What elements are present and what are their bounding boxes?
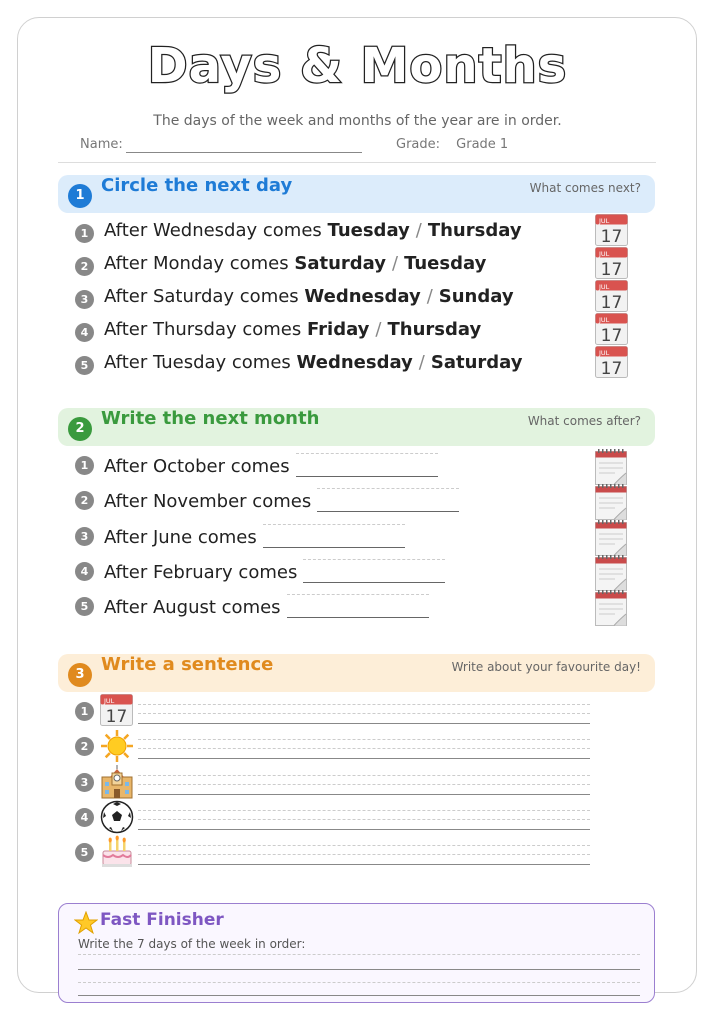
calendar-month-text: JUL: [599, 349, 610, 357]
question-number: 3: [75, 773, 94, 792]
question-prefix: After June comes: [104, 527, 257, 548]
answer-blank[interactable]: [317, 488, 459, 512]
calendar-icon: [595, 280, 628, 312]
question-number: 3: [75, 290, 94, 309]
tear-off-calendar-icon: [595, 555, 627, 591]
calendar-icon: [595, 214, 628, 246]
answer-blank[interactable]: [303, 559, 445, 583]
answer-option[interactable]: Saturday: [294, 253, 386, 274]
answer-option[interactable]: Thursday: [427, 220, 522, 241]
name-label: Name:: [80, 137, 123, 152]
question-number: 1: [75, 702, 94, 721]
calendar-day-text: 17: [600, 227, 623, 246]
calendar-day-text: 17: [600, 359, 623, 378]
soccer-ball-icon: [100, 800, 134, 834]
answer-option[interactable]: Friday: [307, 319, 370, 340]
calendar-month-text: JUL: [104, 697, 115, 705]
calendar-icon: [100, 694, 134, 728]
answer-blank[interactable]: [296, 453, 438, 477]
question-number: 3: [75, 527, 94, 546]
calendar-day-text: 17: [105, 707, 128, 726]
calendar-month-text: JUL: [599, 316, 610, 324]
option-separator: /: [375, 319, 382, 340]
question-prefix: After Saturday comes: [104, 286, 299, 307]
fast-finisher-title: Fast Finisher: [100, 910, 224, 930]
option-separator: /: [426, 286, 433, 307]
answer-blank[interactable]: [287, 594, 429, 618]
calendar-month-text: JUL: [599, 250, 610, 258]
tear-off-calendar-icon: [595, 590, 627, 626]
calendar-icon: [595, 247, 628, 279]
question-number: 2: [75, 737, 94, 756]
calendar-icon: [595, 346, 628, 378]
question-text: [104, 594, 429, 618]
star-icon: [74, 911, 98, 935]
birthday-cake-icon: [100, 835, 134, 869]
answer-option[interactable]: Wednesday: [296, 352, 413, 373]
writing-line[interactable]: [138, 700, 590, 724]
grade-value: Grade 1: [456, 137, 509, 152]
section-hint: What comes after?: [527, 414, 641, 428]
question-prefix: After Wednesday comes: [104, 220, 322, 241]
question-text: [104, 352, 523, 373]
answer-option[interactable]: Tuesday: [404, 253, 487, 274]
section-number-badge: 3: [68, 663, 92, 687]
answer-option[interactable]: Thursday: [387, 319, 482, 340]
question-text: [104, 253, 486, 274]
section-number-badge: 1: [68, 184, 92, 208]
question-text: [104, 220, 522, 241]
name-field[interactable]: [126, 152, 362, 153]
page-subtitle: The days of the week and months of the year are in order.: [153, 113, 562, 129]
sun-icon: [100, 729, 134, 763]
option-separator: /: [418, 352, 425, 373]
calendar-day-text: 17: [600, 326, 623, 345]
writing-line[interactable]: [138, 735, 590, 759]
calendar-month-text: JUL: [599, 283, 610, 291]
question-number: 5: [75, 356, 94, 375]
question-text: [104, 488, 459, 512]
grade-info: [396, 137, 508, 152]
fast-finisher-box: [58, 903, 655, 1003]
page-title: Days & Months: [147, 38, 568, 94]
question-text: [104, 319, 481, 340]
writing-line[interactable]: [78, 982, 640, 996]
question-text: [104, 286, 514, 307]
question-prefix: After February comes: [104, 562, 298, 583]
section-hint: What comes next?: [529, 181, 641, 195]
option-separator: /: [415, 220, 422, 241]
answer-blank[interactable]: [263, 524, 405, 548]
answer-option[interactable]: Tuesday: [327, 220, 410, 241]
tear-off-calendar-icon: [595, 484, 627, 520]
section-title: Circle the next day: [101, 175, 293, 196]
section-title: Write a sentence: [101, 654, 274, 675]
writing-line[interactable]: [138, 841, 590, 865]
school-icon: [100, 765, 134, 799]
section-title: Write the next month: [101, 408, 320, 429]
answer-option[interactable]: Saturday: [430, 352, 523, 373]
calendar-day-text: 17: [600, 293, 623, 312]
answer-option[interactable]: Wednesday: [304, 286, 421, 307]
writing-line[interactable]: [78, 954, 640, 970]
question-number: 4: [75, 323, 94, 342]
question-number: 5: [75, 843, 94, 862]
option-separator: /: [391, 253, 399, 274]
question-number: 1: [75, 456, 94, 475]
tear-off-calendar-icon: [595, 520, 627, 556]
question-prefix: After Tuesday comes: [104, 352, 291, 373]
calendar-day-text: 17: [600, 260, 623, 279]
divider: [58, 162, 656, 163]
section-hint: Write about your favourite day!: [451, 660, 641, 674]
writing-line[interactable]: [138, 771, 590, 795]
writing-line[interactable]: [138, 806, 590, 830]
question-number: 4: [75, 562, 94, 581]
question-text: [104, 559, 445, 583]
calendar-month-text: JUL: [599, 217, 610, 225]
answer-option[interactable]: Sunday: [438, 286, 514, 307]
question-number: 1: [75, 224, 94, 243]
calendar-icon: [595, 313, 628, 345]
section-3-header: [58, 654, 655, 692]
tear-off-calendar-icon: [595, 449, 627, 485]
fast-finisher-prompt: Write the 7 days of the week in order:: [78, 937, 306, 951]
question-prefix: After October comes: [104, 456, 290, 477]
question-prefix: After August comes: [104, 597, 281, 618]
grade-label: Grade:: [396, 137, 441, 152]
question-prefix: After November comes: [104, 491, 312, 512]
question-number: 2: [75, 491, 94, 510]
question-number: 2: [75, 257, 94, 276]
section-2-header: [58, 408, 655, 446]
question-prefix: After Thursday comes: [104, 319, 302, 340]
question-text: [104, 524, 405, 548]
section-1-header: [58, 175, 655, 213]
question-prefix: After Monday comes: [104, 253, 289, 274]
question-number: 5: [75, 597, 94, 616]
section-number-badge: 2: [68, 417, 92, 441]
question-text: [104, 453, 438, 477]
question-number: 4: [75, 808, 94, 827]
